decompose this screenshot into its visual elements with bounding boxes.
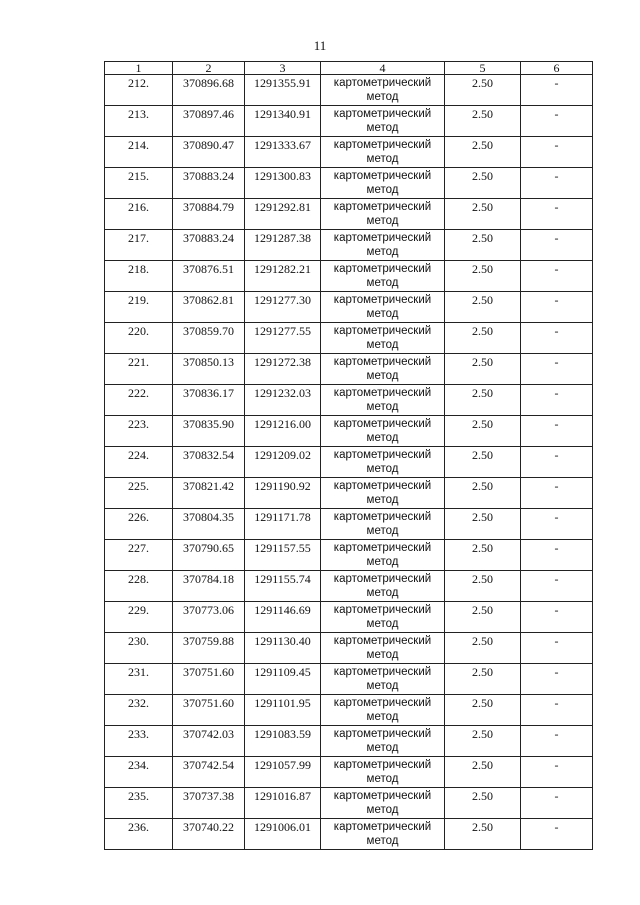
point-number-cell: 218. xyxy=(105,261,173,292)
method-cell: картометрический метод xyxy=(321,323,445,354)
note-cell: - xyxy=(521,323,593,354)
accuracy-cell: 2.50 xyxy=(445,633,521,664)
y-coordinate-cell: 1291232.03 xyxy=(245,385,321,416)
note-cell: - xyxy=(521,261,593,292)
point-number-cell: 219. xyxy=(105,292,173,323)
note-cell: - xyxy=(521,416,593,447)
y-coordinate-cell: 1291287.38 xyxy=(245,230,321,261)
x-coordinate-cell: 370836.17 xyxy=(173,385,245,416)
accuracy-cell: 2.50 xyxy=(445,695,521,726)
y-coordinate-cell: 1291109.45 xyxy=(245,664,321,695)
x-coordinate-cell: 370821.42 xyxy=(173,478,245,509)
method-cell: картометрический метод xyxy=(321,447,445,478)
accuracy-cell: 2.50 xyxy=(445,354,521,385)
table-row xyxy=(105,447,593,478)
point-number-cell: 236. xyxy=(105,819,173,850)
y-coordinate-cell: 1291282.21 xyxy=(245,261,321,292)
table-row xyxy=(105,633,593,664)
accuracy-cell: 2.50 xyxy=(445,819,521,850)
method-cell: картометрический метод xyxy=(321,137,445,168)
point-number-cell: 235. xyxy=(105,788,173,819)
x-coordinate-cell: 370835.90 xyxy=(173,416,245,447)
note-cell: - xyxy=(521,230,593,261)
x-coordinate-cell: 370850.13 xyxy=(173,354,245,385)
table-row xyxy=(105,137,593,168)
accuracy-cell: 2.50 xyxy=(445,509,521,540)
x-coordinate-cell: 370742.03 xyxy=(173,726,245,757)
point-number-cell: 234. xyxy=(105,757,173,788)
accuracy-cell: 2.50 xyxy=(445,726,521,757)
note-cell: - xyxy=(521,199,593,230)
y-coordinate-cell: 1291333.67 xyxy=(245,137,321,168)
table-row xyxy=(105,75,593,106)
x-coordinate-cell: 370759.88 xyxy=(173,633,245,664)
point-number-cell: 213. xyxy=(105,106,173,137)
x-coordinate-cell: 370876.51 xyxy=(173,261,245,292)
accuracy-cell: 2.50 xyxy=(445,664,521,695)
table-header-row xyxy=(105,62,593,75)
note-cell: - xyxy=(521,106,593,137)
column-header-4: 4 xyxy=(321,62,445,75)
table-row xyxy=(105,788,593,819)
accuracy-cell: 2.50 xyxy=(445,323,521,354)
accuracy-cell: 2.50 xyxy=(445,106,521,137)
y-coordinate-cell: 1291101.95 xyxy=(245,695,321,726)
accuracy-cell: 2.50 xyxy=(445,230,521,261)
accuracy-cell: 2.50 xyxy=(445,75,521,106)
x-coordinate-cell: 370832.54 xyxy=(173,447,245,478)
table-row xyxy=(105,230,593,261)
point-number-cell: 217. xyxy=(105,230,173,261)
table-row xyxy=(105,478,593,509)
x-coordinate-cell: 370773.06 xyxy=(173,602,245,633)
method-cell: картометрический метод xyxy=(321,695,445,726)
method-cell: картометрический метод xyxy=(321,664,445,695)
y-coordinate-cell: 1291277.30 xyxy=(245,292,321,323)
accuracy-cell: 2.50 xyxy=(445,416,521,447)
method-cell: картометрический метод xyxy=(321,385,445,416)
note-cell: - xyxy=(521,168,593,199)
accuracy-cell: 2.50 xyxy=(445,292,521,323)
point-number-cell: 224. xyxy=(105,447,173,478)
y-coordinate-cell: 1291083.59 xyxy=(245,726,321,757)
method-cell: картометрический метод xyxy=(321,168,445,199)
table-row xyxy=(105,106,593,137)
method-cell: картометрический метод xyxy=(321,230,445,261)
accuracy-cell: 2.50 xyxy=(445,447,521,478)
accuracy-cell: 2.50 xyxy=(445,168,521,199)
column-header-2: 2 xyxy=(173,62,245,75)
table-body xyxy=(105,75,593,850)
point-number-cell: 228. xyxy=(105,571,173,602)
x-coordinate-cell: 370883.24 xyxy=(173,230,245,261)
note-cell: - xyxy=(521,137,593,168)
column-header-1: 1 xyxy=(105,62,173,75)
note-cell: - xyxy=(521,540,593,571)
y-coordinate-cell: 1291216.00 xyxy=(245,416,321,447)
table-row xyxy=(105,726,593,757)
x-coordinate-cell: 370742.54 xyxy=(173,757,245,788)
table-row xyxy=(105,323,593,354)
x-coordinate-cell: 370804.35 xyxy=(173,509,245,540)
note-cell: - xyxy=(521,695,593,726)
x-coordinate-cell: 370884.79 xyxy=(173,199,245,230)
method-cell: картометрический метод xyxy=(321,354,445,385)
point-number-cell: 214. xyxy=(105,137,173,168)
y-coordinate-cell: 1291057.99 xyxy=(245,757,321,788)
method-cell: картометрический метод xyxy=(321,571,445,602)
method-cell: картометрический метод xyxy=(321,261,445,292)
y-coordinate-cell: 1291190.92 xyxy=(245,478,321,509)
y-coordinate-cell: 1291340.91 xyxy=(245,106,321,137)
note-cell: - xyxy=(521,726,593,757)
table-row xyxy=(105,819,593,850)
method-cell: картометрический метод xyxy=(321,788,445,819)
accuracy-cell: 2.50 xyxy=(445,571,521,602)
point-number-cell: 212. xyxy=(105,75,173,106)
column-header-6: 6 xyxy=(521,62,593,75)
note-cell: - xyxy=(521,633,593,664)
point-number-cell: 226. xyxy=(105,509,173,540)
x-coordinate-cell: 370751.60 xyxy=(173,695,245,726)
method-cell: картометрический метод xyxy=(321,106,445,137)
y-coordinate-cell: 1291171.78 xyxy=(245,509,321,540)
y-coordinate-cell: 1291130.40 xyxy=(245,633,321,664)
y-coordinate-cell: 1291006.01 xyxy=(245,819,321,850)
y-coordinate-cell: 1291016.87 xyxy=(245,788,321,819)
note-cell: - xyxy=(521,292,593,323)
table-row xyxy=(105,292,593,323)
note-cell: - xyxy=(521,757,593,788)
x-coordinate-cell: 370883.24 xyxy=(173,168,245,199)
method-cell: картометрический метод xyxy=(321,75,445,106)
note-cell: - xyxy=(521,602,593,633)
x-coordinate-cell: 370890.47 xyxy=(173,137,245,168)
method-cell: картометрический метод xyxy=(321,540,445,571)
y-coordinate-cell: 1291272.38 xyxy=(245,354,321,385)
method-cell: картометрический метод xyxy=(321,819,445,850)
table-row xyxy=(105,416,593,447)
point-number-cell: 216. xyxy=(105,199,173,230)
method-cell: картометрический метод xyxy=(321,509,445,540)
coordinates-table xyxy=(104,61,593,850)
table-row xyxy=(105,757,593,788)
point-number-cell: 227. xyxy=(105,540,173,571)
method-cell: картометрический метод xyxy=(321,602,445,633)
point-number-cell: 221. xyxy=(105,354,173,385)
column-header-5: 5 xyxy=(445,62,521,75)
accuracy-cell: 2.50 xyxy=(445,602,521,633)
table-row xyxy=(105,168,593,199)
table-row xyxy=(105,602,593,633)
accuracy-cell: 2.50 xyxy=(445,137,521,168)
point-number-cell: 220. xyxy=(105,323,173,354)
method-cell: картометрический метод xyxy=(321,757,445,788)
note-cell: - xyxy=(521,447,593,478)
page-number: 11 xyxy=(313,38,327,53)
point-number-cell: 230. xyxy=(105,633,173,664)
x-coordinate-cell: 370751.60 xyxy=(173,664,245,695)
column-header-3: 3 xyxy=(245,62,321,75)
note-cell: - xyxy=(521,354,593,385)
table-row xyxy=(105,261,593,292)
point-number-cell: 223. xyxy=(105,416,173,447)
method-cell: картометрический метод xyxy=(321,292,445,323)
note-cell: - xyxy=(521,478,593,509)
x-coordinate-cell: 370862.81 xyxy=(173,292,245,323)
x-coordinate-cell: 370740.22 xyxy=(173,819,245,850)
y-coordinate-cell: 1291355.91 xyxy=(245,75,321,106)
table-row xyxy=(105,664,593,695)
method-cell: картометрический метод xyxy=(321,633,445,664)
point-number-cell: 225. xyxy=(105,478,173,509)
accuracy-cell: 2.50 xyxy=(445,261,521,292)
method-cell: картометрический метод xyxy=(321,199,445,230)
point-number-cell: 215. xyxy=(105,168,173,199)
x-coordinate-cell: 370784.18 xyxy=(173,571,245,602)
note-cell: - xyxy=(521,664,593,695)
table-row xyxy=(105,540,593,571)
note-cell: - xyxy=(521,571,593,602)
point-number-cell: 233. xyxy=(105,726,173,757)
x-coordinate-cell: 370859.70 xyxy=(173,323,245,354)
point-number-cell: 229. xyxy=(105,602,173,633)
accuracy-cell: 2.50 xyxy=(445,788,521,819)
table-row xyxy=(105,199,593,230)
note-cell: - xyxy=(521,75,593,106)
point-number-cell: 222. xyxy=(105,385,173,416)
y-coordinate-cell: 1291209.02 xyxy=(245,447,321,478)
point-number-cell: 232. xyxy=(105,695,173,726)
table-row xyxy=(105,509,593,540)
table-row xyxy=(105,385,593,416)
y-coordinate-cell: 1291292.81 xyxy=(245,199,321,230)
accuracy-cell: 2.50 xyxy=(445,757,521,788)
accuracy-cell: 2.50 xyxy=(445,385,521,416)
note-cell: - xyxy=(521,788,593,819)
x-coordinate-cell: 370897.46 xyxy=(173,106,245,137)
table-row xyxy=(105,695,593,726)
note-cell: - xyxy=(521,819,593,850)
x-coordinate-cell: 370896.68 xyxy=(173,75,245,106)
method-cell: картометрический метод xyxy=(321,478,445,509)
table-row xyxy=(105,571,593,602)
y-coordinate-cell: 1291300.83 xyxy=(245,168,321,199)
table-row xyxy=(105,354,593,385)
accuracy-cell: 2.50 xyxy=(445,540,521,571)
y-coordinate-cell: 1291277.55 xyxy=(245,323,321,354)
note-cell: - xyxy=(521,385,593,416)
accuracy-cell: 2.50 xyxy=(445,199,521,230)
y-coordinate-cell: 1291146.69 xyxy=(245,602,321,633)
x-coordinate-cell: 370737.38 xyxy=(173,788,245,819)
method-cell: картометрический метод xyxy=(321,416,445,447)
accuracy-cell: 2.50 xyxy=(445,478,521,509)
y-coordinate-cell: 1291157.55 xyxy=(245,540,321,571)
x-coordinate-cell: 370790.65 xyxy=(173,540,245,571)
method-cell: картометрический метод xyxy=(321,726,445,757)
point-number-cell: 231. xyxy=(105,664,173,695)
y-coordinate-cell: 1291155.74 xyxy=(245,571,321,602)
note-cell: - xyxy=(521,509,593,540)
